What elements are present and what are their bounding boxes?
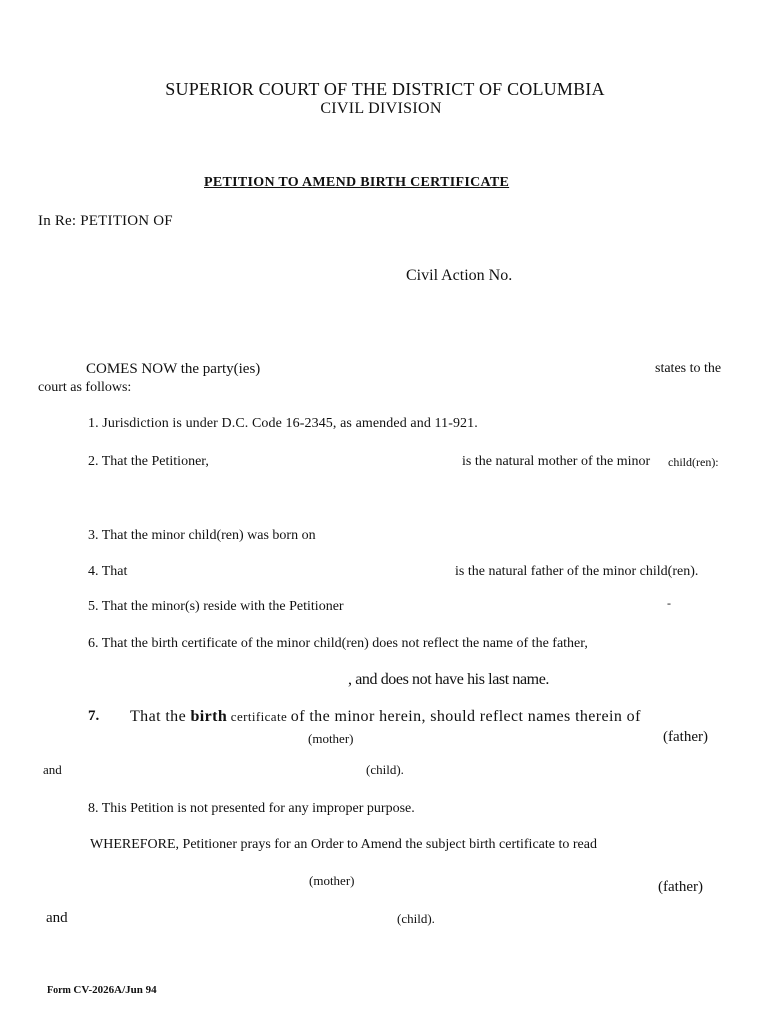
and-label: and (43, 762, 62, 777)
paragraph-5-mark: - (667, 596, 671, 610)
paragraph-7-certificate: certificate (227, 709, 291, 724)
division-name: CIVIL DIVISION (320, 100, 442, 117)
paragraph-1: 1. Jurisdiction is under D.C. Code 16-2345, as amended and 11-921. (88, 416, 478, 431)
wherefore-and-label: and (46, 910, 68, 926)
wherefore-child-label: (child). (397, 911, 435, 926)
paragraph-2-start: 2. That the Petitioner, (88, 454, 209, 469)
form-label: Form (47, 985, 74, 996)
in-re-caption: In Re: PETITION OF (38, 213, 173, 229)
child-label: (child). (366, 762, 404, 777)
father-label: (father) (663, 729, 708, 745)
wherefore-clause: WHEREFORE, Petitioner prays for an Order to Amend the subject birth certificate to read (90, 837, 597, 852)
paragraph-3: 3. That the minor child(ren) was born on (88, 528, 316, 543)
paragraph-5: 5. That the minor(s) reside with the Petitioner (88, 599, 344, 614)
court-follows-text: court as follows: (38, 380, 132, 395)
court-name: SUPERIOR COURT OF THE DISTRICT OF COLUMBIA (165, 79, 605, 99)
paragraph-4-start: 4. That (88, 564, 128, 579)
paragraph-7-number: 7. (88, 708, 100, 724)
states-to-text: states to the (655, 361, 722, 376)
paragraph-6-continued: , and does not have his last name. (348, 671, 550, 688)
paragraph-7 (130, 709, 641, 725)
form-number (47, 985, 157, 996)
document-title: PETITION TO AMEND BIRTH CERTIFICATE (204, 175, 510, 190)
paragraph-6: 6. That the birth certificate of the minor child(ren) does not reflect the name of the father, (88, 636, 588, 651)
comes-now-text: COMES NOW the party(ies) (86, 361, 261, 377)
wherefore-father-label: (father) (658, 879, 703, 895)
mother-label: (mother) (308, 731, 354, 746)
paragraph-7-rest: of the minor herein, should reflect names therein of (290, 708, 641, 725)
paragraph-2-child: child(ren): (668, 455, 719, 469)
wherefore-mother-label: (mother) (309, 873, 355, 888)
paragraph-2-end: is the natural mother of the minor (462, 454, 651, 469)
form-code: CV-2026A/Jun 94 (73, 984, 157, 996)
civil-action-label: Civil Action No. (406, 267, 513, 284)
paragraph-4-end: is the natural father of the minor child(ren). (455, 564, 699, 579)
paragraph-8: 8. This Petition is not presented for any improper purpose. (88, 801, 415, 816)
paragraph-7-birth: birth (190, 708, 228, 725)
paragraph-7-that-the: That the (130, 708, 191, 725)
